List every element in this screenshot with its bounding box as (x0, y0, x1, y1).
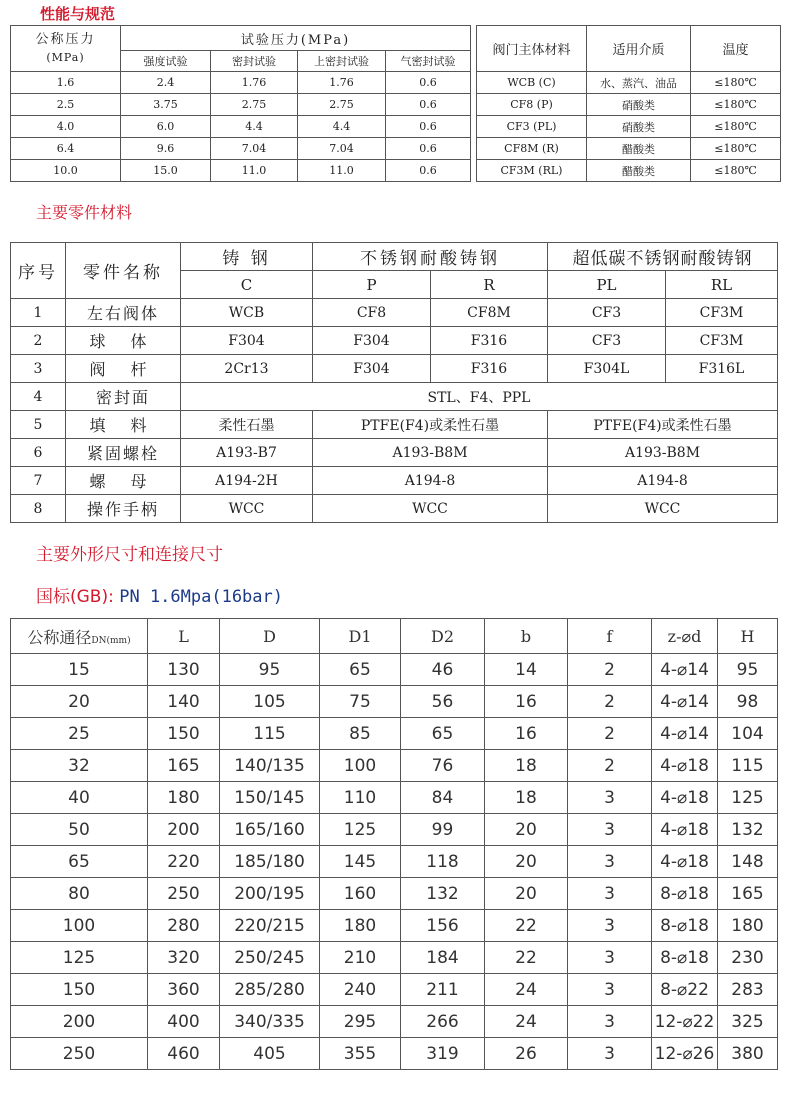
media-header-temperature: 温度 (691, 26, 781, 72)
table-cell: 98 (718, 686, 778, 718)
table-cell: 295 (320, 1006, 401, 1038)
table-row (11, 467, 778, 495)
table-cell: 15 (11, 654, 148, 686)
table-cell: 100 (320, 750, 401, 782)
table-cell: 230 (718, 942, 778, 974)
table-cell: 95 (220, 654, 320, 686)
table-cell: 16 (485, 686, 568, 718)
table-row (11, 411, 778, 439)
table-cell: 65 (320, 654, 401, 686)
table-cell: CF3M (RL) (477, 160, 587, 182)
table-row (11, 814, 778, 846)
table-cell: 4-⌀18 (652, 750, 718, 782)
table-cell: 0.6 (386, 138, 471, 160)
table-cell: 18 (485, 750, 568, 782)
table-cell: CF3 (PL) (477, 116, 587, 138)
table-cell: 6.0 (121, 116, 211, 138)
dimensions-table-body (11, 654, 778, 1070)
table-cell: 145 (320, 846, 401, 878)
table-cell: 200 (148, 814, 220, 846)
table-cell: 150 (148, 718, 220, 750)
table-row (11, 299, 778, 327)
table-row (11, 1038, 778, 1070)
table-cell: 180 (718, 910, 778, 942)
table-cell: 24 (485, 974, 568, 1006)
cell: CF3M (666, 327, 778, 355)
table-cell: 75 (320, 686, 401, 718)
performance-table (10, 25, 471, 182)
performance-table-body (11, 72, 471, 182)
table-cell: 85 (320, 718, 401, 750)
table-cell: 250 (148, 878, 220, 910)
table-cell: 2.5 (11, 94, 121, 116)
part-name: 密封面 (66, 383, 181, 411)
table-cell: 4-⌀14 (652, 686, 718, 718)
table-cell: 340/335 (220, 1006, 320, 1038)
table-cell: 105 (220, 686, 320, 718)
table-cell: 0.6 (386, 94, 471, 116)
table-cell: 156 (401, 910, 485, 942)
perf-subheader: 强度试验 (121, 51, 211, 72)
header-stainless: 不锈钢耐酸铸钢 (313, 243, 548, 271)
table-cell: 3 (568, 974, 652, 1006)
table-cell: 184 (401, 942, 485, 974)
table-cell: 165 (148, 750, 220, 782)
media-table (476, 25, 781, 182)
table-cell: 283 (718, 974, 778, 1006)
table-cell: 115 (220, 718, 320, 750)
table-cell: 1.76 (211, 72, 298, 94)
header-b: b (485, 619, 568, 654)
header-dn: 公称通径DN(mm) (11, 619, 148, 654)
table-cell: 56 (401, 686, 485, 718)
section-title-dimensions: 主要外形尺寸和连接尺寸 (36, 545, 223, 565)
cell: F304L (548, 355, 666, 383)
table-cell: 9.6 (121, 138, 211, 160)
table-row (11, 686, 778, 718)
table-cell: 10.0 (11, 160, 121, 182)
table-row (11, 94, 471, 116)
part-name: 球 体 (66, 327, 181, 355)
row-no: 1 (11, 299, 66, 327)
table-cell: 266 (401, 1006, 485, 1038)
cell: 柔性石墨 (181, 411, 313, 439)
table-cell: 15.0 (121, 160, 211, 182)
table-row (477, 94, 781, 116)
table-cell: 65 (401, 718, 485, 750)
table-cell: 165/160 (220, 814, 320, 846)
code-c: C (181, 271, 313, 299)
cell: A194-2H (181, 467, 313, 495)
table-cell: 3 (568, 846, 652, 878)
table-row (11, 910, 778, 942)
table-cell: WCB (C) (477, 72, 587, 94)
table-cell: 140/135 (220, 750, 320, 782)
table-cell: 185/180 (220, 846, 320, 878)
cell: WCB (181, 299, 313, 327)
table-row (477, 116, 781, 138)
table-cell: 250/245 (220, 942, 320, 974)
part-name: 螺 母 (66, 467, 181, 495)
table-cell: 6.4 (11, 138, 121, 160)
cell: F304 (313, 355, 431, 383)
table-cell: 水、蒸汽、油品 (587, 72, 691, 94)
row-no: 4 (11, 383, 66, 411)
cell: PTFE(F4)或柔性石墨 (313, 411, 548, 439)
table-row (11, 355, 778, 383)
table-row (477, 160, 781, 182)
header-h: H (718, 619, 778, 654)
table-cell: 285/280 (220, 974, 320, 1006)
table-cell: 125 (320, 814, 401, 846)
table-cell: 130 (148, 654, 220, 686)
table-cell: 2 (568, 654, 652, 686)
nominal-pressure-header: 公称压力 (MPa) (11, 26, 121, 72)
cell: F304 (313, 327, 431, 355)
table-cell: 40 (11, 782, 148, 814)
table-cell: 2.75 (211, 94, 298, 116)
cell: STL、F4、PPL (181, 383, 778, 411)
perf-subheader: 气密封试验 (386, 51, 471, 72)
cell: WCC (313, 495, 548, 523)
table-cell: 3 (568, 1006, 652, 1038)
cell: PTFE(F4)或柔性石墨 (548, 411, 778, 439)
part-name: 阀 杆 (66, 355, 181, 383)
table-cell: 8-⌀18 (652, 910, 718, 942)
table-cell: 14 (485, 654, 568, 686)
table-cell: 180 (148, 782, 220, 814)
table-cell: 22 (485, 910, 568, 942)
table-row (11, 439, 778, 467)
table-row (11, 138, 471, 160)
table-cell: 405 (220, 1038, 320, 1070)
table-cell: 20 (11, 686, 148, 718)
table-cell: 0.6 (386, 72, 471, 94)
table-cell: 165 (718, 878, 778, 910)
table-cell: 220/215 (220, 910, 320, 942)
table-cell: 65 (11, 846, 148, 878)
cell: WCC (181, 495, 313, 523)
header-part-name: 零件名称 (66, 243, 181, 299)
cell: A194-8 (313, 467, 548, 495)
table-cell: 2 (568, 686, 652, 718)
cell: CF8M (431, 299, 548, 327)
table-cell: 80 (11, 878, 148, 910)
table-cell: 7.04 (298, 138, 386, 160)
cell: WCC (548, 495, 778, 523)
header-d1: D1 (320, 619, 401, 654)
table-cell: 18 (485, 782, 568, 814)
standard-pressure: PN 1.6Mpa(16bar) (119, 587, 283, 607)
cell: A193-B8M (313, 439, 548, 467)
table-cell: 22 (485, 942, 568, 974)
table-cell: 140 (148, 686, 220, 718)
code-r: R (431, 271, 548, 299)
table-cell: 104 (718, 718, 778, 750)
part-name: 操作手柄 (66, 495, 181, 523)
header-d: D (220, 619, 320, 654)
row-no: 5 (11, 411, 66, 439)
standard-line (36, 582, 283, 607)
table-row (11, 654, 778, 686)
table-cell: 4.4 (211, 116, 298, 138)
table-cell: CF8M (R) (477, 138, 587, 160)
table-row (11, 974, 778, 1006)
table-cell: 118 (401, 846, 485, 878)
table-cell: 110 (320, 782, 401, 814)
table-cell: 20 (485, 814, 568, 846)
table-cell: 3 (568, 910, 652, 942)
table-cell: 3 (568, 814, 652, 846)
table-cell: 0.6 (386, 160, 471, 182)
table-cell: 355 (320, 1038, 401, 1070)
table-cell: 2 (568, 718, 652, 750)
table-cell: ≤180℃ (691, 138, 781, 160)
table-cell: 硝酸类 (587, 116, 691, 138)
table-cell: 180 (320, 910, 401, 942)
table-cell: 125 (718, 782, 778, 814)
table-cell: 8-⌀22 (652, 974, 718, 1006)
table-cell: 250 (11, 1038, 148, 1070)
table-cell: 醋酸类 (587, 138, 691, 160)
table-cell: 46 (401, 654, 485, 686)
row-no: 8 (11, 495, 66, 523)
dimensions-table (10, 618, 778, 1070)
row-no: 6 (11, 439, 66, 467)
section-title-performance: 性能与规范 (40, 5, 116, 23)
table-cell: 8-⌀18 (652, 942, 718, 974)
table-cell: 200/195 (220, 878, 320, 910)
cell: F304 (181, 327, 313, 355)
header-d2: D2 (401, 619, 485, 654)
table-cell: 4-⌀18 (652, 782, 718, 814)
test-pressure-header: 试验压力(MPa) (121, 26, 471, 51)
table-cell: 460 (148, 1038, 220, 1070)
table-cell: 400 (148, 1006, 220, 1038)
perf-subheader: 密封试验 (211, 51, 298, 72)
table-cell: 20 (485, 846, 568, 878)
cell: F316 (431, 327, 548, 355)
table-cell: 132 (401, 878, 485, 910)
table-cell: 115 (718, 750, 778, 782)
table-cell: 4-⌀18 (652, 814, 718, 846)
table-cell: 4-⌀18 (652, 846, 718, 878)
table-cell: 210 (320, 942, 401, 974)
section-title-materials: 主要零件材料 (36, 203, 133, 222)
table-cell: 132 (718, 814, 778, 846)
table-cell: ≤180℃ (691, 160, 781, 182)
table-cell: 2.75 (298, 94, 386, 116)
table-cell: 11.0 (298, 160, 386, 182)
table-cell: 8-⌀18 (652, 878, 718, 910)
table-cell: 1.76 (298, 72, 386, 94)
table-row (11, 718, 778, 750)
table-cell: CF8 (P) (477, 94, 587, 116)
table-cell: 200 (11, 1006, 148, 1038)
header-f: f (568, 619, 652, 654)
row-no: 7 (11, 467, 66, 495)
header-no: 序号 (11, 243, 66, 299)
table-cell: 20 (485, 878, 568, 910)
table-cell: 125 (11, 942, 148, 974)
perf-subheader: 上密封试验 (298, 51, 386, 72)
table-cell: 150/145 (220, 782, 320, 814)
table-cell: 7.04 (211, 138, 298, 160)
table-cell: 148 (718, 846, 778, 878)
table-cell: 1.6 (11, 72, 121, 94)
table-cell: 95 (718, 654, 778, 686)
table-cell: 醋酸类 (587, 160, 691, 182)
code-p: P (313, 271, 431, 299)
table-cell: 4.0 (11, 116, 121, 138)
cell: A193-B7 (181, 439, 313, 467)
cell: F316L (666, 355, 778, 383)
code-rl: RL (666, 271, 778, 299)
cell: 2Cr13 (181, 355, 313, 383)
table-cell: 16 (485, 718, 568, 750)
table-row (11, 72, 471, 94)
cell: F316 (431, 355, 548, 383)
table-row (477, 72, 781, 94)
header-l: L (148, 619, 220, 654)
table-cell: 76 (401, 750, 485, 782)
table-cell: 380 (718, 1038, 778, 1070)
media-header-medium: 适用介质 (587, 26, 691, 72)
table-row (11, 942, 778, 974)
header-z-d: z-⌀d (652, 619, 718, 654)
table-cell: 100 (11, 910, 148, 942)
table-cell: 280 (148, 910, 220, 942)
cell: CF3 (548, 327, 666, 355)
table-cell: 319 (401, 1038, 485, 1070)
table-cell: 32 (11, 750, 148, 782)
table-cell: 320 (148, 942, 220, 974)
table-cell: 3 (568, 1038, 652, 1070)
cell: A193-B8M (548, 439, 778, 467)
table-cell: 220 (148, 846, 220, 878)
table-cell: 25 (11, 718, 148, 750)
table-cell: ≤180℃ (691, 116, 781, 138)
part-name: 左右阀体 (66, 299, 181, 327)
code-pl: PL (548, 271, 666, 299)
table-row (11, 116, 471, 138)
table-cell: 26 (485, 1038, 568, 1070)
table-cell: ≤180℃ (691, 72, 781, 94)
table-cell: 11.0 (211, 160, 298, 182)
cell: CF3 (548, 299, 666, 327)
part-name: 紧固螺栓 (66, 439, 181, 467)
media-table-body (477, 72, 781, 182)
table-row (11, 878, 778, 910)
table-row (11, 782, 778, 814)
table-cell: 12-⌀22 (652, 1006, 718, 1038)
table-cell: 3 (568, 782, 652, 814)
row-no: 3 (11, 355, 66, 383)
media-header-material: 阀门主体材料 (477, 26, 587, 72)
table-row (11, 383, 778, 411)
table-row (11, 495, 778, 523)
table-cell: 24 (485, 1006, 568, 1038)
table-cell: 4-⌀14 (652, 718, 718, 750)
table-cell: 2.4 (121, 72, 211, 94)
table-cell: 211 (401, 974, 485, 1006)
table-row (11, 846, 778, 878)
table-cell: ≤180℃ (691, 94, 781, 116)
table-cell: 4-⌀14 (652, 654, 718, 686)
cell: CF8 (313, 299, 431, 327)
table-row (11, 327, 778, 355)
table-row (11, 750, 778, 782)
table-cell: 4.4 (298, 116, 386, 138)
table-cell: 3 (568, 878, 652, 910)
table-cell: 12-⌀26 (652, 1038, 718, 1070)
table-cell: 325 (718, 1006, 778, 1038)
table-cell: 50 (11, 814, 148, 846)
table-cell: 84 (401, 782, 485, 814)
table-cell: 150 (11, 974, 148, 1006)
table-cell: 240 (320, 974, 401, 1006)
header-ultralow-carbon: 超低碳不锈钢耐酸铸钢 (548, 243, 778, 271)
table-cell: 99 (401, 814, 485, 846)
table-cell: 3.75 (121, 94, 211, 116)
table-cell: 0.6 (386, 116, 471, 138)
table-cell: 360 (148, 974, 220, 1006)
cell: CF3M (666, 299, 778, 327)
row-no: 2 (11, 327, 66, 355)
table-cell: 3 (568, 942, 652, 974)
standard-label: 国标(GB): (36, 587, 114, 607)
table-cell: 2 (568, 750, 652, 782)
table-row (11, 1006, 778, 1038)
part-name: 填 料 (66, 411, 181, 439)
table-row (11, 160, 471, 182)
table-row (477, 138, 781, 160)
table-cell: 硝酸类 (587, 94, 691, 116)
table-cell: 160 (320, 878, 401, 910)
cell: A194-8 (548, 467, 778, 495)
parts-material-table (10, 242, 778, 523)
header-cast-steel: 铸 钢 (181, 243, 313, 271)
